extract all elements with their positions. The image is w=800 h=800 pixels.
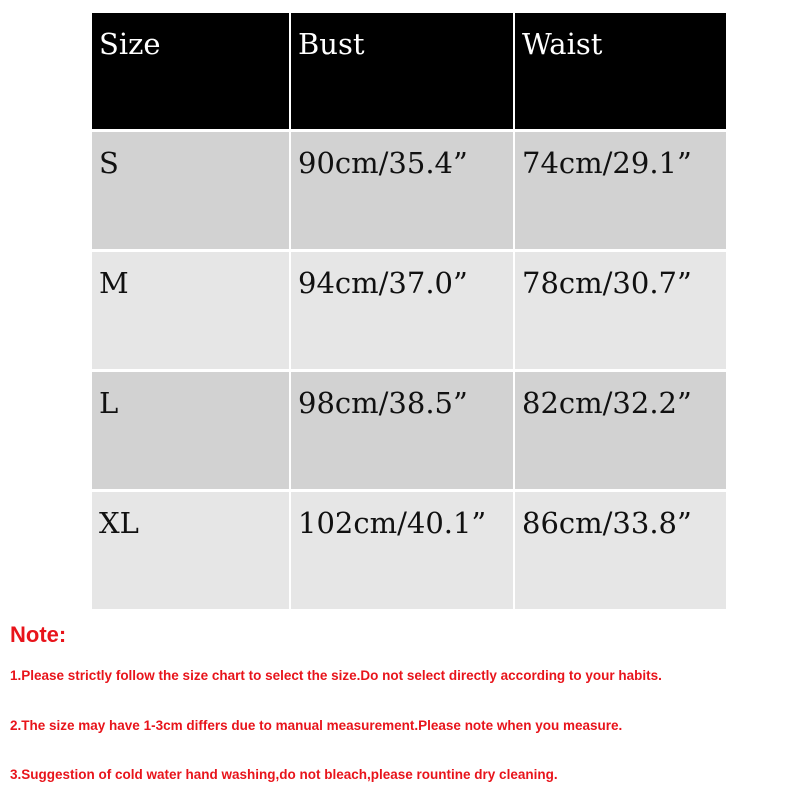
- size-cell: L: [92, 372, 289, 489]
- bust-cell: 90cm/35.4”: [291, 132, 513, 249]
- waist-cell: 82cm/32.2”: [515, 372, 726, 489]
- waist-cell: 78cm/30.7”: [515, 252, 726, 369]
- note-line-1: 1.Please strictly follow the size chart to select the size.Do not select directly according to your habits.: [10, 668, 662, 683]
- bust-cell: 94cm/37.0”: [291, 252, 513, 369]
- header-waist: Waist: [515, 13, 726, 129]
- header-size: Size: [92, 13, 289, 129]
- waist-cell: 86cm/33.8”: [515, 492, 726, 609]
- size-cell: S: [92, 132, 289, 249]
- size-table: [92, 13, 726, 609]
- waist-cell: 74cm/29.1”: [515, 132, 726, 249]
- note-line-2: 2.The size may have 1-3cm differs due to manual measurement.Please note when you measure.: [10, 718, 623, 733]
- bust-cell: 102cm/40.1”: [291, 492, 513, 609]
- note-title: Note:: [10, 622, 67, 647]
- bust-cell: 98cm/38.5”: [291, 372, 513, 489]
- notes-section: [10, 622, 790, 782]
- header-bust: Bust: [291, 13, 513, 129]
- size-cell: XL: [92, 492, 289, 609]
- size-cell: M: [92, 252, 289, 369]
- note-line-3: 3.Suggestion of cold water hand washing,do not bleach,please rountine dry cleaning.: [10, 767, 558, 782]
